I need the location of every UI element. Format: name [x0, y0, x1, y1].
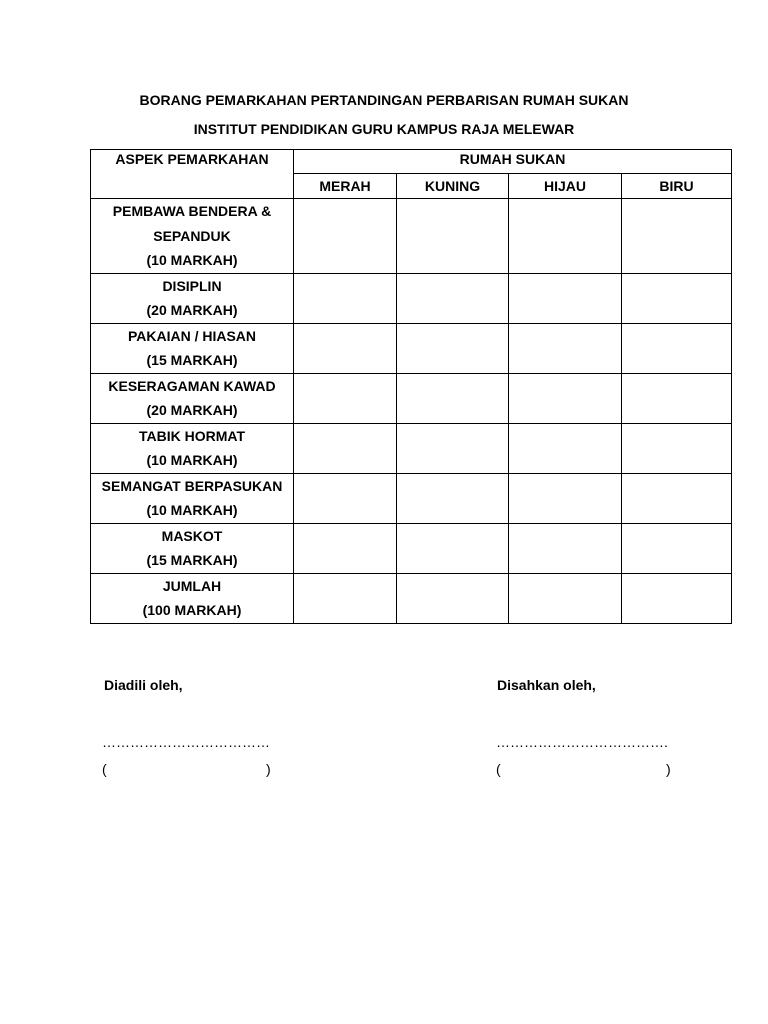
score-cell-hijau[interactable]: [509, 273, 622, 323]
aspect-cell: [91, 273, 294, 323]
aspect-cell: [91, 523, 294, 573]
aspect-marks: (15 MARKAH): [146, 552, 238, 568]
table-row: [91, 273, 732, 323]
score-cell-merah[interactable]: [294, 473, 397, 523]
form-title: BORANG PEMARKAHAN PERTANDINGAN PERBARISAN RUMAH SUKAN: [139, 92, 629, 108]
score-cell-hijau[interactable]: [509, 473, 622, 523]
score-cell-biru[interactable]: [622, 273, 732, 323]
score-cell-kuning[interactable]: [397, 423, 509, 473]
house-hijau-header: HIJAU: [509, 174, 622, 199]
table-row: [91, 199, 732, 274]
total-marks: (100 MARKAH): [142, 602, 242, 618]
table-row: [91, 473, 732, 523]
score-cell-kuning[interactable]: [397, 273, 509, 323]
judge-signature-line[interactable]: ………………………………: [102, 734, 270, 750]
aspect-marks: (20 MARKAH): [146, 402, 238, 418]
score-cell-merah[interactable]: [294, 373, 397, 423]
score-cell-hijau[interactable]: [509, 323, 622, 373]
score-cell-biru[interactable]: [622, 473, 732, 523]
aspect-name: MASKOT: [161, 527, 223, 544]
table-row: [91, 523, 732, 573]
aspect-cell: [91, 199, 294, 274]
score-cell-merah[interactable]: [294, 423, 397, 473]
total-cell-kuning[interactable]: [397, 573, 509, 623]
total-cell-hijau[interactable]: [509, 573, 622, 623]
aspect-name: SEPANDUK: [153, 227, 231, 244]
score-cell-merah[interactable]: [294, 199, 397, 274]
approver-signature-line[interactable]: ……………………………….: [496, 734, 668, 750]
aspect-header: ASPEK PEMARKAHAN: [91, 150, 294, 199]
approver-name-paren-open: (: [496, 761, 501, 777]
score-cell-biru[interactable]: [622, 323, 732, 373]
institution-title: INSTITUT PENDIDIKAN GURU KAMPUS RAJA MELEWAR: [193, 121, 575, 137]
score-cell-kuning[interactable]: [397, 199, 509, 274]
aspect-cell: [91, 323, 294, 373]
judge-name-paren-open: (: [102, 761, 107, 777]
score-cell-biru[interactable]: [622, 423, 732, 473]
approved-by-label: Disahkan oleh,: [497, 677, 596, 693]
aspect-cell: [91, 423, 294, 473]
score-cell-biru[interactable]: [622, 373, 732, 423]
score-cell-merah[interactable]: [294, 323, 397, 373]
score-cell-merah[interactable]: [294, 523, 397, 573]
approver-name-paren-close: ): [666, 761, 671, 777]
aspect-cell: [91, 573, 294, 623]
total-cell-biru[interactable]: [622, 573, 732, 623]
aspect-marks: (10 MARKAH): [146, 502, 238, 518]
score-cell-hijau[interactable]: [509, 423, 622, 473]
score-cell-biru[interactable]: [622, 199, 732, 274]
houses-header: RUMAH SUKAN: [294, 150, 732, 174]
score-cell-kuning[interactable]: [397, 373, 509, 423]
aspect-marks: (20 MARKAH): [146, 302, 238, 318]
house-kuning-header: KUNING: [397, 174, 509, 199]
aspect-name: TABIK HORMAT: [138, 427, 246, 444]
score-cell-kuning[interactable]: [397, 473, 509, 523]
aspect-cell: [91, 373, 294, 423]
aspect-marks: (15 MARKAH): [146, 352, 238, 368]
table-row: [91, 373, 732, 423]
score-table: [90, 149, 732, 624]
aspect-name: SEMANGAT BERPASUKAN: [101, 477, 283, 494]
score-cell-kuning[interactable]: [397, 523, 509, 573]
house-merah-header: MERAH: [294, 174, 397, 199]
table-row: [91, 423, 732, 473]
score-cell-hijau[interactable]: [509, 523, 622, 573]
score-cell-kuning[interactable]: [397, 323, 509, 373]
aspect-name: PAKAIAN / HIASAN: [127, 327, 257, 344]
aspect-cell: [91, 473, 294, 523]
score-cell-biru[interactable]: [622, 523, 732, 573]
judge-name-paren-close: ): [266, 761, 271, 777]
aspect-marks: (10 MARKAH): [146, 452, 238, 468]
house-biru-header: BIRU: [622, 174, 732, 199]
aspect-name: PEMBAWA BENDERA &: [112, 203, 272, 219]
table-row: [91, 323, 732, 373]
aspect-name: DISIPLIN: [162, 277, 222, 294]
table-row-total: [91, 573, 732, 623]
score-cell-hijau[interactable]: [509, 199, 622, 274]
score-cell-hijau[interactable]: [509, 373, 622, 423]
total-cell-merah[interactable]: [294, 573, 397, 623]
score-cell-merah[interactable]: [294, 273, 397, 323]
total-label: JUMLAH: [162, 577, 222, 594]
judged-by-label: Diadili oleh,: [104, 677, 183, 693]
aspect-name: KESERAGAMAN KAWAD: [108, 377, 276, 394]
aspect-marks: (10 MARKAH): [146, 252, 238, 268]
